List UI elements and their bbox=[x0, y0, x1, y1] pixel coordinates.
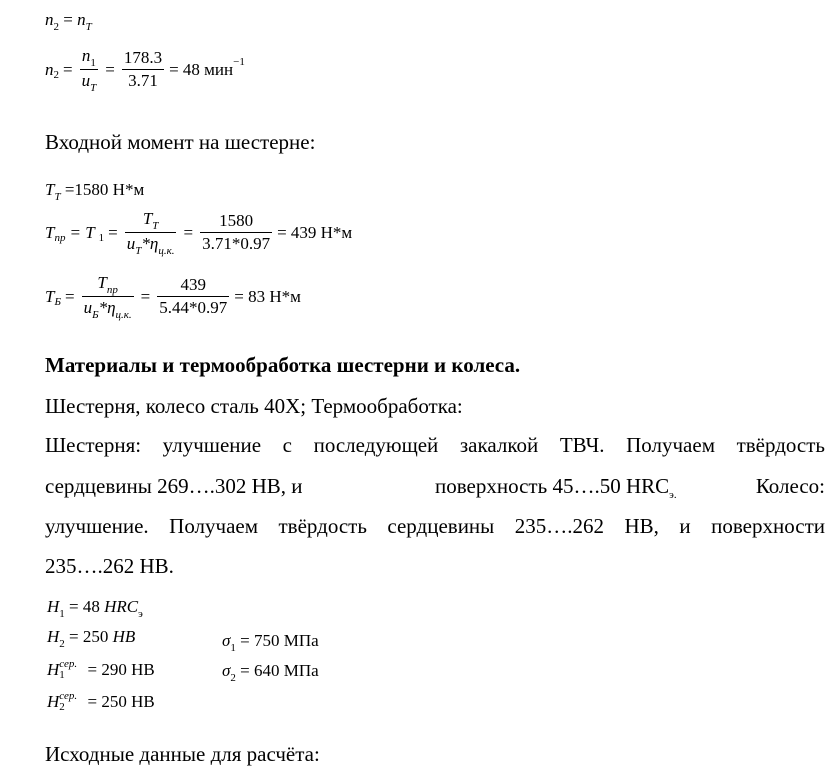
sigma-1: $\sigma_1 = 750$ МПа bbox=[222, 631, 319, 654]
equation-tpr: T пр = T 1 = $\frac{T_T}{u_T*\eta_{ц.к.}}$ = $\frac{1580}{3.71*0.97}$ = 439 Н*м bbox=[45, 209, 353, 257]
hardness-h2-core: H сер. 2 = 250 НВ bbox=[47, 690, 155, 713]
hardness-h1: $H_1 = 48$ $HRC_э$ bbox=[47, 597, 143, 620]
materials-line: Шестерня, колесо сталь 40Х; Термообработка: bbox=[45, 394, 463, 418]
paragraph-line-2: сердцевины 269….302 НВ, и поверхность 45….50 $HRC_{э.}$ Колесо: bbox=[45, 474, 825, 501]
materials-heading: Материалы и термообработка шестерни и колеса. bbox=[45, 353, 521, 377]
sigma-2: $\sigma_2 = 640$ МПа bbox=[222, 661, 319, 684]
fraction-439: $\frac{439}{5.44*0.97}$ bbox=[159, 275, 228, 317]
equation-tt: $T_T =1580$ Н*м bbox=[45, 180, 145, 203]
paragraph-line-1: Шестерня: улучшение с последующей закалкой ТВЧ. Получаем твёрдость bbox=[45, 433, 825, 457]
fraction-tpr-over-ub-eta: $\frac{T_{пр}}{u_Б*\eta_{ц.к.}}$ bbox=[83, 273, 132, 321]
equation-n2-calc: n 2 = $\frac{n_1}{u_T}$ = $\frac{178.3}{3.71}$ = 48 мин −1 bbox=[45, 46, 245, 94]
paragraph-line-4: 235….262 НВ. bbox=[45, 554, 174, 578]
hardness-h2: $H_2 = 250$ HB bbox=[47, 627, 136, 650]
hardness-h1-core: H сер. 1 = 290 НВ bbox=[47, 658, 155, 681]
fraction-1580: $\frac{1580}{3.71*0.97}$ bbox=[202, 211, 271, 253]
torque-heading: Входной момент на шестерне: bbox=[45, 130, 316, 154]
equation-tb: T Б = $\frac{T_{пр}}{u_Б*\eta_{ц.к.}}$ = $\frac{439}{5.44*0.97}$ = 83 Н*м bbox=[45, 273, 301, 321]
paragraph-line-3: улучшение. Получаем твёрдость сердцевины 235….262 НВ, и поверхности bbox=[45, 514, 825, 538]
equation-n2-nt: $n_2 = n_T$ bbox=[45, 10, 92, 33]
initial-data-heading: Исходные данные для расчёта: bbox=[45, 742, 320, 766]
fraction-tt-over-ut-eta: $\frac{T_T}{u_T*\eta_{ц.к.}}$ bbox=[126, 209, 175, 257]
fraction-n1-ut: $\frac{n_1}{u_T}$ bbox=[81, 46, 97, 94]
fraction-178-371: $\frac{178.3}{3.71}$ bbox=[123, 48, 163, 90]
